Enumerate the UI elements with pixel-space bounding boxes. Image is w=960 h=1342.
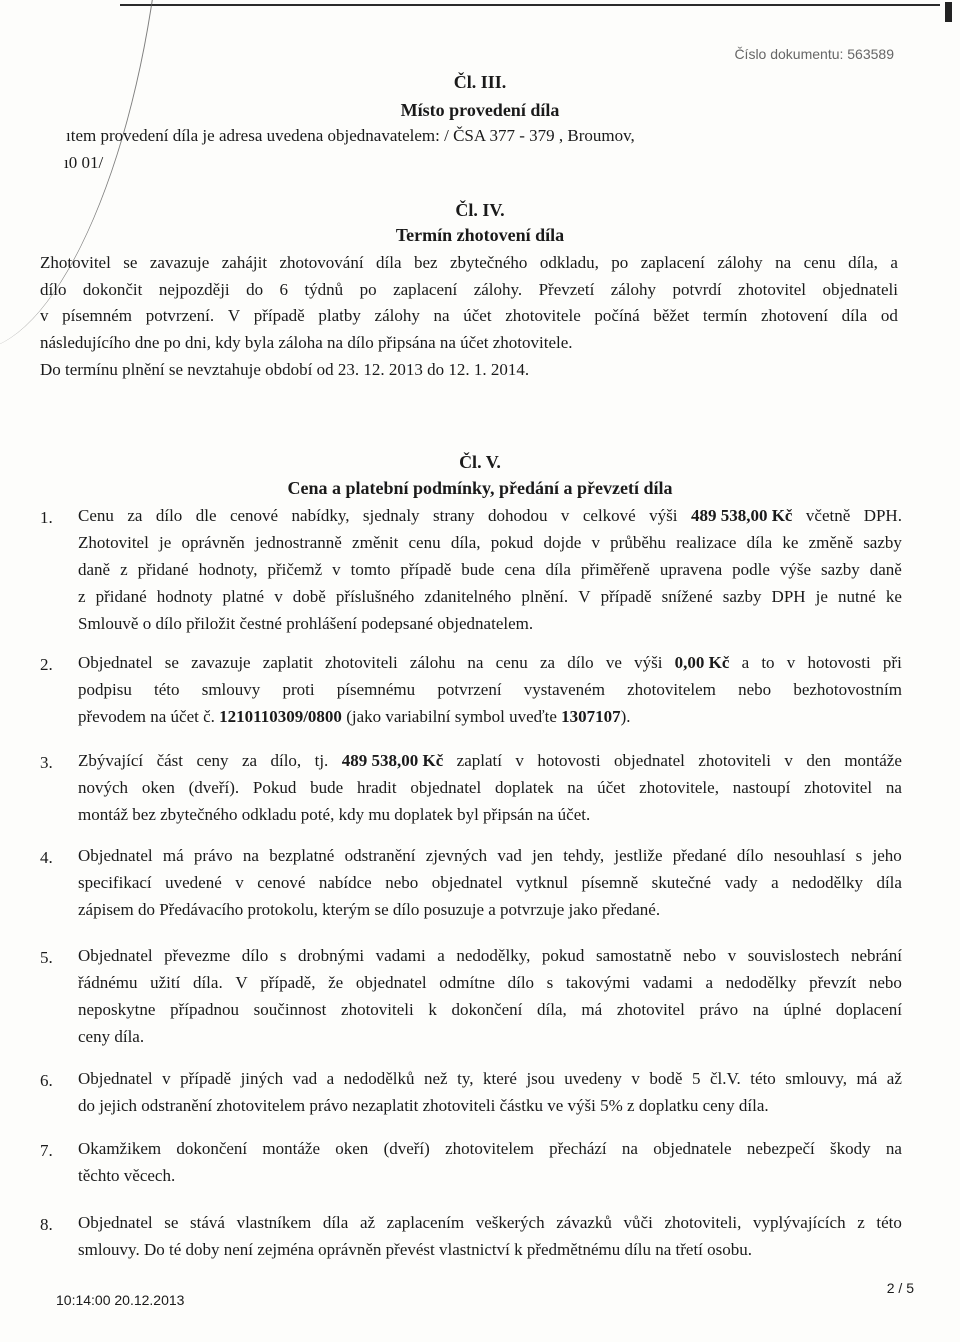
article-4-line: následujícího dne po dni, kdy byla záloha na dílo připsána na účet zhotovitele. bbox=[40, 333, 573, 352]
list-item-line: neposkytne případnou součinnost zhotoviteli k dokončení díla, má zhotovitel právo na úplné doplacení bbox=[78, 1000, 902, 1019]
text-segment: smlouvy. Do té doby není zejména oprávněn převést vlastnictví k předmětnému dílu na třetí osobu. bbox=[78, 1240, 753, 1259]
list-item-number: 2. bbox=[40, 655, 53, 674]
list-item-number: 8. bbox=[40, 1215, 53, 1234]
list-item-number: 5. bbox=[40, 948, 53, 967]
article-4-line: Do termínu plnění se nevztahuje období od 23. 12. 2013 do 12. 1. 2014. bbox=[40, 360, 530, 379]
article-5-title: Cena a platební podmínky, předání a převzetí díla bbox=[287, 478, 673, 498]
list-item-line: specifikací uvedené v cenové nabídce nebo objednatel vytknul písemně skutečné vady a nedodělky díla bbox=[78, 873, 902, 892]
list-item-line bbox=[78, 1167, 175, 1184]
list-item-line bbox=[78, 1097, 769, 1114]
list-item-line: řádnému užití díla. V případě, že objednatel odmítne dílo s takovými vadami a nedodělky převzít nebo bbox=[78, 973, 902, 992]
text-segment: Smlouvě o dílo přiložit čestné prohlášení podepsané objednatelem. bbox=[78, 614, 534, 633]
list-item-line: Okamžikem dokončení montáže oken (dveří) zhotovitelem přechází na objednatele nebezpečí škody na bbox=[78, 1139, 902, 1158]
top-border-line bbox=[120, 4, 940, 6]
emphasized-value: 489 538,00 Kč bbox=[690, 506, 793, 525]
list-item-number: 4. bbox=[40, 848, 53, 867]
list-item-line: z přidané hodnoty platné v době příslušného zdanitelného plnění. V případě snížené sazby DPH je nutné ke bbox=[78, 587, 902, 606]
list-item-line: Cenu za dílo dle cenové nabídky, sjednaly strany dohodou v celkové výši 489 538,00 Kč včetně DPH. bbox=[78, 506, 902, 525]
corner-mark bbox=[945, 2, 952, 22]
list-item-line: Objednatel se zavazuje zaplatit zhotoviteli zálohu na cenu za dílo ve výši 0,00 Kč a to v hotovosti při bbox=[78, 653, 902, 672]
list-item-line bbox=[78, 901, 660, 918]
article-4-line: Zhotovitel se zavazuje zahájit zhotovování díla bez zbytečného odkladu, po zaplacení zálohy na cenu díla, a bbox=[40, 253, 898, 272]
emphasized-value: 1210110309/0800 bbox=[219, 707, 342, 726]
list-item-line: Objednatel se stává vlastníkem díla až zaplacením veškerých závazků vůči zhotoviteli, vyplývajících z této bbox=[78, 1213, 902, 1232]
article-4-line: v písemném potvrzení. V případě platby zálohy na účet zhotovitele počíná běžet termín zhotovení díla od bbox=[40, 306, 898, 325]
list-item-line: Objednatel v případě jiných vad a nedodělků než ty, které jsou uvedeny v bodě 5 čl.V. této smlouvy, má až bbox=[78, 1069, 902, 1088]
list-item-line bbox=[78, 708, 631, 725]
footer-timestamp: 10:14:00 20.12.2013 bbox=[56, 1292, 185, 1308]
list-item-line: Objednatel převezme dílo s drobnými vadami a nedodělky, pokud samostatně nebo v souvislostech nebrání bbox=[78, 946, 902, 965]
list-item-line: Zbývající část ceny za dílo, tj. 489 538,00 Kč zaplatí v hotovosti objednatel zhotoviteli v den montáže bbox=[78, 751, 902, 770]
list-item-number: 1. bbox=[40, 508, 53, 527]
emphasized-value: 0,00 Kč bbox=[674, 653, 730, 672]
text-segment: zápisem do Předávacího protokolu, kterým se dílo posuzuje a potvrzuje jako předané. bbox=[78, 900, 661, 919]
list-item-number: 7. bbox=[40, 1141, 53, 1160]
text-segment: převodem na účet č. bbox=[78, 707, 220, 726]
list-item-line bbox=[78, 615, 533, 632]
article-5-number: Čl. V. bbox=[459, 452, 501, 472]
article-3-number: Čl. III. bbox=[453, 72, 507, 92]
emphasized-value: 1307107 bbox=[561, 707, 621, 726]
article-4-number: Čl. IV. bbox=[455, 200, 505, 220]
text-segment: montáž bez zbytečného odkladu poté, kdy mu doplatek byl připsán na účet. bbox=[78, 805, 591, 824]
article-4-title: Termín zhotovení díla bbox=[395, 225, 565, 245]
list-item-line bbox=[78, 1028, 144, 1045]
list-item-line bbox=[78, 806, 590, 823]
list-item-line: nových oken (dveří). Pokud bude hradit objednatel doplatek na účet zhotovitele, nastoupí zhotovitel na bbox=[78, 778, 902, 797]
text-segment: těchto věcech. bbox=[78, 1166, 176, 1185]
text-segment: do jejich odstranění zhotovitelem právo nezaplatit zhotoviteli částku ve výši 5% z doplatku ceny díla. bbox=[78, 1096, 769, 1115]
list-item-number: 3. bbox=[40, 753, 53, 772]
text-segment: ). bbox=[620, 707, 631, 726]
emphasized-value: 489 538,00 Kč bbox=[341, 751, 444, 770]
article-3-title: Místo provedení díla bbox=[400, 100, 560, 120]
article-3-line: ı0 01/ bbox=[64, 153, 104, 172]
list-item-line: podpisu této smlouvy proti písemnému potvrzení vystaveném zhotovitelem nebo bezhotovostním bbox=[78, 680, 902, 699]
footer-page-number: 2 / 5 bbox=[886, 1280, 914, 1296]
list-item-line: Objednatel má právo na bezplatné odstranění zjevných vad jen tehdy, jestliže předané dílo nesouhlasí s jeho bbox=[78, 846, 902, 865]
list-item-line bbox=[78, 1241, 752, 1258]
list-item-line: daně z přidané hodnoty, přičemž v tomto případě bude cena díla přiměřeně upravena podle výše sazby daně bbox=[78, 560, 902, 579]
article-3-line: ıtem provedení díla je adresa uvedena objednavatelem: / ČSA 377 - 379 , Broumov, bbox=[66, 126, 635, 145]
text-segment: ceny díla. bbox=[78, 1027, 145, 1046]
article-4-line: dílo dokončit nejpozději do 6 týdnů po zaplacení zálohy. Převzetí zálohy potvrdí zhotovitel objednateli bbox=[40, 280, 898, 299]
text-segment: (jako variabilní symbol uveďte bbox=[341, 707, 562, 726]
document-number: Číslo dokumentu: 563589 bbox=[734, 46, 894, 62]
list-item-line: Zhotovitel je oprávněn jednostranně změnit cenu díla, pokud dojde v průběhu realizace díla ke změně sazby bbox=[78, 533, 902, 552]
list-item-number: 6. bbox=[40, 1071, 53, 1090]
